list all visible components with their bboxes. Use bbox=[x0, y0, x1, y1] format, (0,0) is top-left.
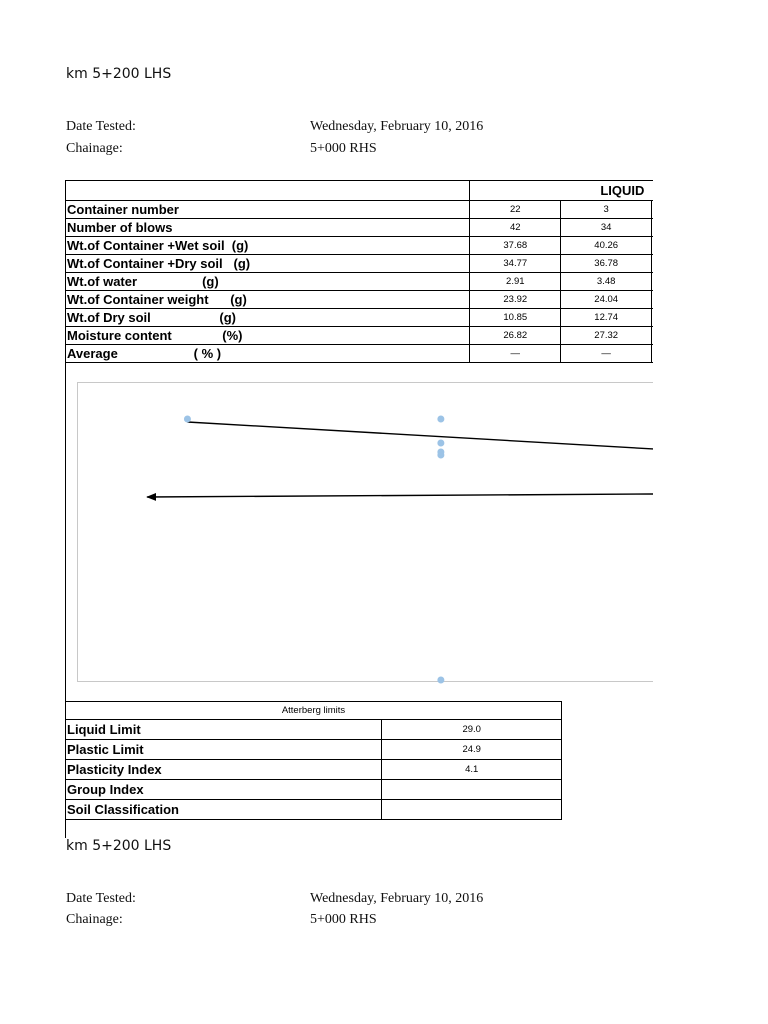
date-tested-value: Wednesday, February 10, 2016 bbox=[310, 891, 484, 906]
date-tested-label: Date Tested: bbox=[66, 119, 136, 134]
atterberg-header-row bbox=[66, 702, 562, 720]
cell-value: 12.74 bbox=[561, 309, 652, 327]
section-title: km 5+200 LHS bbox=[66, 838, 172, 854]
chainage-value: 5+000 RHS bbox=[310, 141, 377, 156]
row-label: Wt.of Container weight (g) bbox=[66, 291, 470, 309]
cell-empty bbox=[652, 219, 653, 237]
row-label: Soil Classification bbox=[66, 800, 382, 820]
cell-value: 34 bbox=[561, 219, 652, 237]
table-row bbox=[66, 237, 654, 255]
table-row bbox=[66, 219, 654, 237]
table-row bbox=[66, 345, 654, 363]
data-point bbox=[184, 416, 191, 423]
row-label: Wt.of water (g) bbox=[66, 273, 470, 291]
table-row bbox=[66, 327, 654, 345]
row-label: Wt.of Container +Wet soil (g) bbox=[66, 237, 470, 255]
table-row bbox=[66, 291, 654, 309]
cell-value bbox=[382, 780, 562, 800]
cell-empty bbox=[652, 291, 653, 309]
row-label: Plasticity Index bbox=[66, 760, 382, 780]
table-row bbox=[66, 780, 562, 800]
cell-empty bbox=[652, 201, 653, 219]
table-row bbox=[66, 309, 654, 327]
liquid-limit-table bbox=[65, 180, 653, 363]
table-row bbox=[66, 201, 654, 219]
cell-value: 26.82 bbox=[470, 327, 561, 345]
cell-value: — bbox=[470, 345, 561, 363]
table-header-row bbox=[66, 181, 654, 201]
atterberg-header: Atterberg limits bbox=[66, 702, 562, 720]
row-label: Average ( % ) bbox=[66, 345, 470, 363]
table-row bbox=[66, 720, 562, 740]
cell-value: 29.0 bbox=[382, 720, 562, 740]
cell-empty bbox=[652, 255, 653, 273]
date-tested-value: Wednesday, February 10, 2016 bbox=[310, 119, 484, 134]
cell-value: 24.04 bbox=[561, 291, 652, 309]
table-row bbox=[66, 760, 562, 780]
table-row bbox=[66, 273, 654, 291]
row-label: Wt.of Dry soil (g) bbox=[66, 309, 470, 327]
chainage-value: 5+000 RHS bbox=[310, 912, 377, 927]
cell-value: 42 bbox=[470, 219, 561, 237]
data-point bbox=[437, 452, 444, 459]
cell-value: 3.48 bbox=[561, 273, 652, 291]
cell-empty bbox=[652, 273, 653, 291]
row-label: Plastic Limit bbox=[66, 740, 382, 760]
cell-empty bbox=[652, 309, 653, 327]
liquid-header: LIQUID bbox=[470, 181, 653, 201]
atterberg-limits-table bbox=[65, 701, 562, 820]
cell-empty bbox=[652, 237, 653, 255]
cell-value: 4.1 bbox=[382, 760, 562, 780]
row-label: Group Index bbox=[66, 780, 382, 800]
row-label: Wt.of Container +Dry soil (g) bbox=[66, 255, 470, 273]
data-point bbox=[437, 440, 444, 447]
table-row bbox=[66, 800, 562, 820]
cell-value: — bbox=[561, 345, 652, 363]
row-label: Number of blows bbox=[66, 219, 470, 237]
cell-empty bbox=[652, 345, 653, 363]
data-point bbox=[437, 416, 444, 423]
cell-value bbox=[382, 800, 562, 820]
cell-value: 40.26 bbox=[561, 237, 652, 255]
date-tested-label: Date Tested: bbox=[66, 891, 136, 906]
cell-value: 22 bbox=[470, 201, 561, 219]
row-label: Liquid Limit bbox=[66, 720, 382, 740]
data-point bbox=[437, 677, 444, 684]
chart-canvas bbox=[78, 383, 653, 683]
section-title: km 5+200 LHS bbox=[66, 66, 172, 82]
cell-value: 24.9 bbox=[382, 740, 562, 760]
cell-value: 36.78 bbox=[561, 255, 652, 273]
cell-value: 34.77 bbox=[470, 255, 561, 273]
cell-value: 23.92 bbox=[470, 291, 561, 309]
row-label: Container number bbox=[66, 201, 470, 219]
table-row bbox=[66, 740, 562, 760]
chainage-label: Chainage: bbox=[66, 141, 123, 156]
cell-value: 3 bbox=[561, 201, 652, 219]
arrow-line bbox=[147, 494, 653, 497]
table-row bbox=[66, 255, 654, 273]
header-blank-cell bbox=[66, 181, 470, 201]
chainage-label: Chainage: bbox=[66, 912, 123, 927]
row-label: Moisture content (%) bbox=[66, 327, 470, 345]
cell-empty bbox=[652, 327, 653, 345]
cell-value: 10.85 bbox=[470, 309, 561, 327]
cell-value: 37.68 bbox=[470, 237, 561, 255]
flow-curve-chart bbox=[77, 382, 653, 682]
cell-value: 2.91 bbox=[470, 273, 561, 291]
trend-line bbox=[187, 422, 653, 449]
cell-value: 27.32 bbox=[561, 327, 652, 345]
